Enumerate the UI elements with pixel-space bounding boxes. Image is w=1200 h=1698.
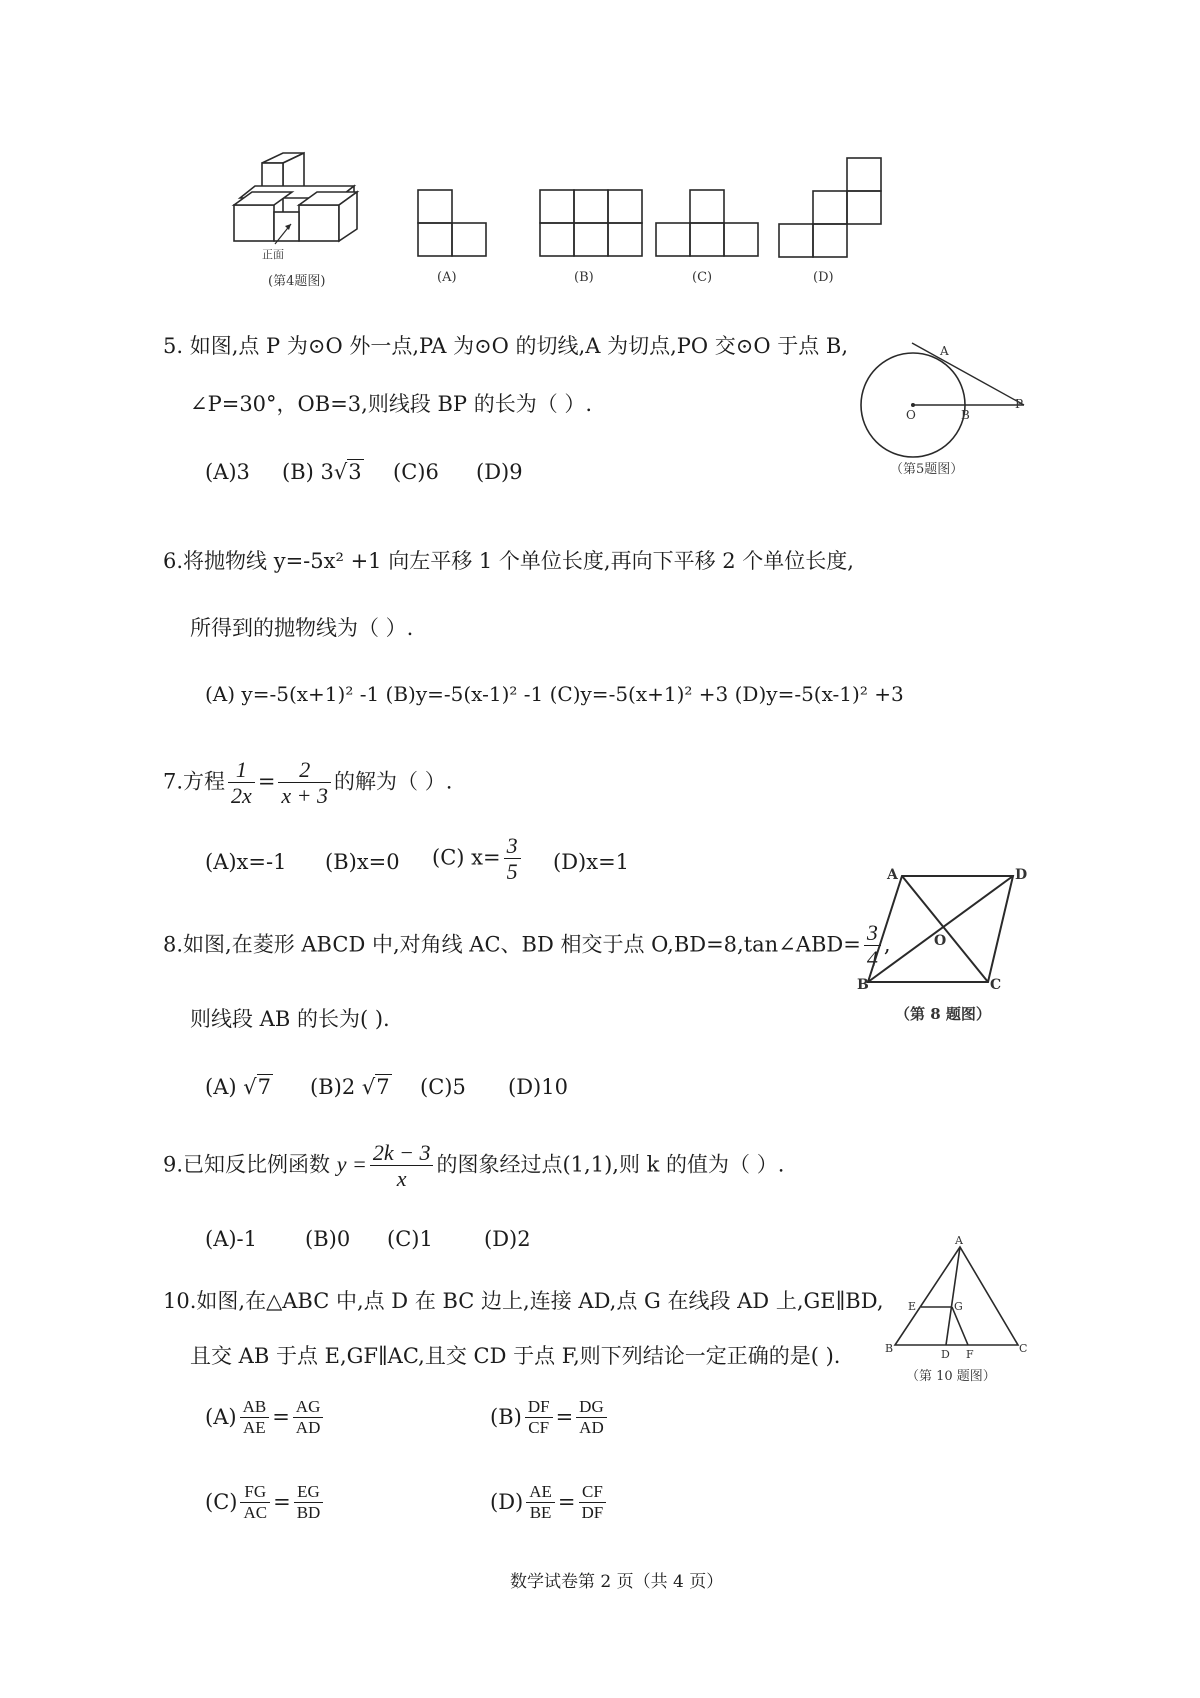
figure-q4-label-a: (A) [437, 270, 457, 285]
question-7-lhs-fraction [228, 757, 255, 809]
question-8-tan-numerator: 3 [866, 920, 878, 945]
question-5-option-b-radicand: 3 [348, 460, 362, 484]
fraction-denominator: AE [240, 1417, 270, 1438]
question-7-rhs-denominator: x + 3 [278, 782, 331, 808]
question-8-option-b [310, 1075, 392, 1099]
question-7-prefix: 7.方程 [163, 769, 226, 794]
question-8-suffix: , [883, 932, 891, 957]
fraction [576, 1397, 607, 1437]
fraction [240, 1397, 270, 1437]
question-9-prefix: 9.已知反比例函数 [163, 1152, 331, 1177]
figure-q10-label-d: D [941, 1348, 950, 1361]
sqrt-symbol: √7 [243, 1075, 272, 1099]
question-7-option-a: (A)x=-1 [205, 850, 287, 874]
figure-q10-label-c: C [1019, 1342, 1028, 1355]
question-10-text-line2: 且交 AB 于点 E,GF∥AC,且交 CD 于点 F,则下列结论一定正确的是( ). [190, 1344, 841, 1368]
question-7-option-c-fraction [504, 833, 521, 885]
question-10-option-b-label: (B) [490, 1405, 522, 1430]
fraction-numerator: DG [579, 1397, 604, 1416]
figure-caption-q8: （第 8 题图） [895, 1005, 991, 1023]
figure-q5-label-a: A [940, 344, 949, 358]
figure-q5-label-b: B [961, 408, 970, 422]
fraction-numerator: AB [242, 1397, 267, 1416]
question-8-text-line1 [163, 920, 891, 972]
fraction-numerator: DF [527, 1397, 550, 1416]
question-7-option-b: (B)x=0 [325, 850, 400, 874]
question-6-options: (A) y=-5(x+1)² -1 (B)y=-5(x-1)² -1 (C)y=-5(x+1)² +3 (D)y=-5(x-1)² +3 [205, 682, 904, 706]
question-7-option-c-numerator: 3 [506, 833, 518, 858]
front-label: 正面 [262, 248, 284, 261]
sqrt-symbol: √7 [361, 1075, 390, 1099]
question-8-option-b-radicand: 7 [376, 1075, 390, 1099]
question-8-option-c: (C)5 [420, 1075, 466, 1099]
question-8-option-a-prefix: (A) [205, 1075, 237, 1099]
figure-q4-label-b: (B) [574, 270, 594, 285]
question-7-option-c [432, 833, 524, 885]
question-9-option-d: (D)2 [484, 1227, 531, 1251]
fraction [526, 1482, 555, 1522]
question-7-text [163, 757, 452, 809]
question-7-lhs-numerator: 1 [235, 757, 247, 782]
fraction-denominator: AC [240, 1502, 270, 1523]
question-10-option-a-label: (A) [205, 1405, 237, 1430]
question-5-text-line1: 5. 如图,点 P 为⊙O 外一点,PA 为⊙O 的切线,A 为切点,PO 交⊙O 于点 B, [163, 334, 849, 358]
question-10-option-d-label: (D) [490, 1490, 524, 1515]
question-7-option-c-prefix: (C) x= [432, 845, 501, 870]
question-8-option-a-radicand: 7 [257, 1075, 272, 1099]
figure-q10-label-f: F [966, 1348, 974, 1361]
figure-q5-label-o: O [906, 408, 916, 422]
figure-q10-label-e: E [908, 1300, 917, 1313]
question-9-suffix: 的图象经过点(1,1),则 k 的值为（ ）. [436, 1152, 785, 1177]
question-7-suffix: 的解为（ ）. [334, 769, 453, 794]
question-6-text-line1: 6.将抛物线 y=-5x² +1 向左平移 1 个单位长度,再向下平移 2 个单位长度, [163, 549, 854, 573]
question-5-option-b-prefix: (B) 3 [282, 460, 334, 484]
fraction [240, 1482, 270, 1522]
question-8-option-a [205, 1075, 273, 1099]
question-8-option-d: (D)10 [508, 1075, 568, 1099]
fraction-numerator: AG [295, 1397, 321, 1416]
question-7-equals: = [257, 769, 276, 794]
question-9-text [163, 1140, 784, 1192]
figure-q5-label-p: P [1015, 397, 1024, 411]
figure-caption-q5: （第5题图） [890, 462, 964, 477]
question-9-option-c: (C)1 [387, 1227, 433, 1251]
question-5-option-a: (A)3 [205, 460, 250, 484]
fraction [525, 1397, 553, 1437]
figure-q8-label-b: B [857, 977, 869, 993]
question-10-option-c-label: (C) [205, 1490, 238, 1515]
fraction-denominator: AD [293, 1417, 324, 1438]
fraction-denominator: DF [579, 1502, 607, 1523]
question-10-option-c: (C) $\frac{FG}{AC}$ = $\frac{EG}{BD}$ [205, 1482, 326, 1522]
question-8-prefix: 8.如图,在菱形 ABCD 中,对角线 AC、BD 相交于点 O,BD=8,tan∠ABD= [163, 932, 861, 957]
fraction-denominator: AD [576, 1417, 607, 1438]
question-5-option-d: (D)9 [476, 460, 523, 484]
question-7-option-c-denominator: 5 [504, 858, 521, 884]
question-9-denominator: x [370, 1165, 434, 1191]
page-footer: 数学试卷第 2 页（共 4 页） [510, 1572, 724, 1592]
figure-q8 [850, 860, 1040, 990]
fraction-numerator: CF [581, 1482, 603, 1501]
figure-q10-label-a: A [955, 1234, 963, 1247]
fraction [293, 1397, 324, 1437]
question-9-option-a: (A)-1 [205, 1227, 258, 1251]
fraction-denominator: CF [525, 1417, 553, 1438]
figure-q8-label-d: D [1015, 867, 1028, 883]
question-7-rhs-fraction [278, 757, 331, 809]
figure-q10-label-g: G [954, 1300, 963, 1313]
question-5-text-line2: ∠P=30°，OB=3,则线段 BP 的长为（ ）. [190, 392, 593, 416]
fraction-numerator: EG [297, 1482, 320, 1501]
question-6-text-line2: 所得到的抛物线为（ ）. [190, 616, 414, 640]
fraction [579, 1482, 607, 1522]
question-9-function-lhs: y = [336, 1151, 367, 1177]
question-8-option-b-prefix: (B)2 [310, 1075, 356, 1099]
figure-caption-q4: (第4题图) [268, 274, 326, 289]
question-5-option-c: (C)6 [393, 460, 439, 484]
question-9-option-b: (B)0 [305, 1227, 351, 1251]
question-8-tan-denominator: 4 [864, 945, 881, 971]
fraction-denominator: BD [294, 1502, 324, 1523]
sqrt-symbol: √3 [333, 460, 362, 484]
fraction-numerator: FG [244, 1482, 267, 1501]
figure-q8-label-o: O [934, 933, 947, 949]
fraction-denominator: BE [526, 1502, 555, 1523]
question-10-option-a: (A) $\frac{AB}{AE}$ = $\frac{AG}{AD}$ [205, 1397, 326, 1437]
question-8-text-line2: 则线段 AB 的长为( ). [190, 1007, 390, 1031]
figure-q4-label-d: (D) [813, 270, 834, 285]
question-9-fraction [370, 1140, 434, 1192]
figure-q4-label-c: (C) [692, 270, 713, 285]
question-9-numerator: 2k − 3 [372, 1140, 431, 1165]
question-7-lhs-denominator: 2x [228, 782, 255, 808]
question-5-option-b [282, 460, 364, 484]
figure-q8-label-a: A [887, 867, 898, 883]
question-10-text-line1: 10.如图,在△ABC 中,点 D 在 BC 边上,连接 AD,点 G 在线段 AD 上,GE∥BD, [163, 1289, 884, 1313]
fraction [294, 1482, 324, 1522]
question-7-option-d: (D)x=1 [553, 850, 630, 874]
question-10-option-d: (D) $\frac{AE}{BE}$ = $\frac{CF}{DF}$ [490, 1482, 609, 1522]
figure-q10-label-b: B [885, 1342, 894, 1355]
fraction-numerator: AE [529, 1482, 552, 1501]
figure-q8-label-c: C [990, 977, 1002, 993]
question-10-option-b: (B) $\frac{DF}{CF}$ = $\frac{DG}{AD}$ [490, 1397, 610, 1437]
figure-q4 [230, 150, 890, 285]
figure-caption-q10: （第 10 题图） [906, 1369, 996, 1384]
figure-q10 [880, 1235, 1030, 1350]
question-7-rhs-numerator: 2 [299, 757, 311, 782]
